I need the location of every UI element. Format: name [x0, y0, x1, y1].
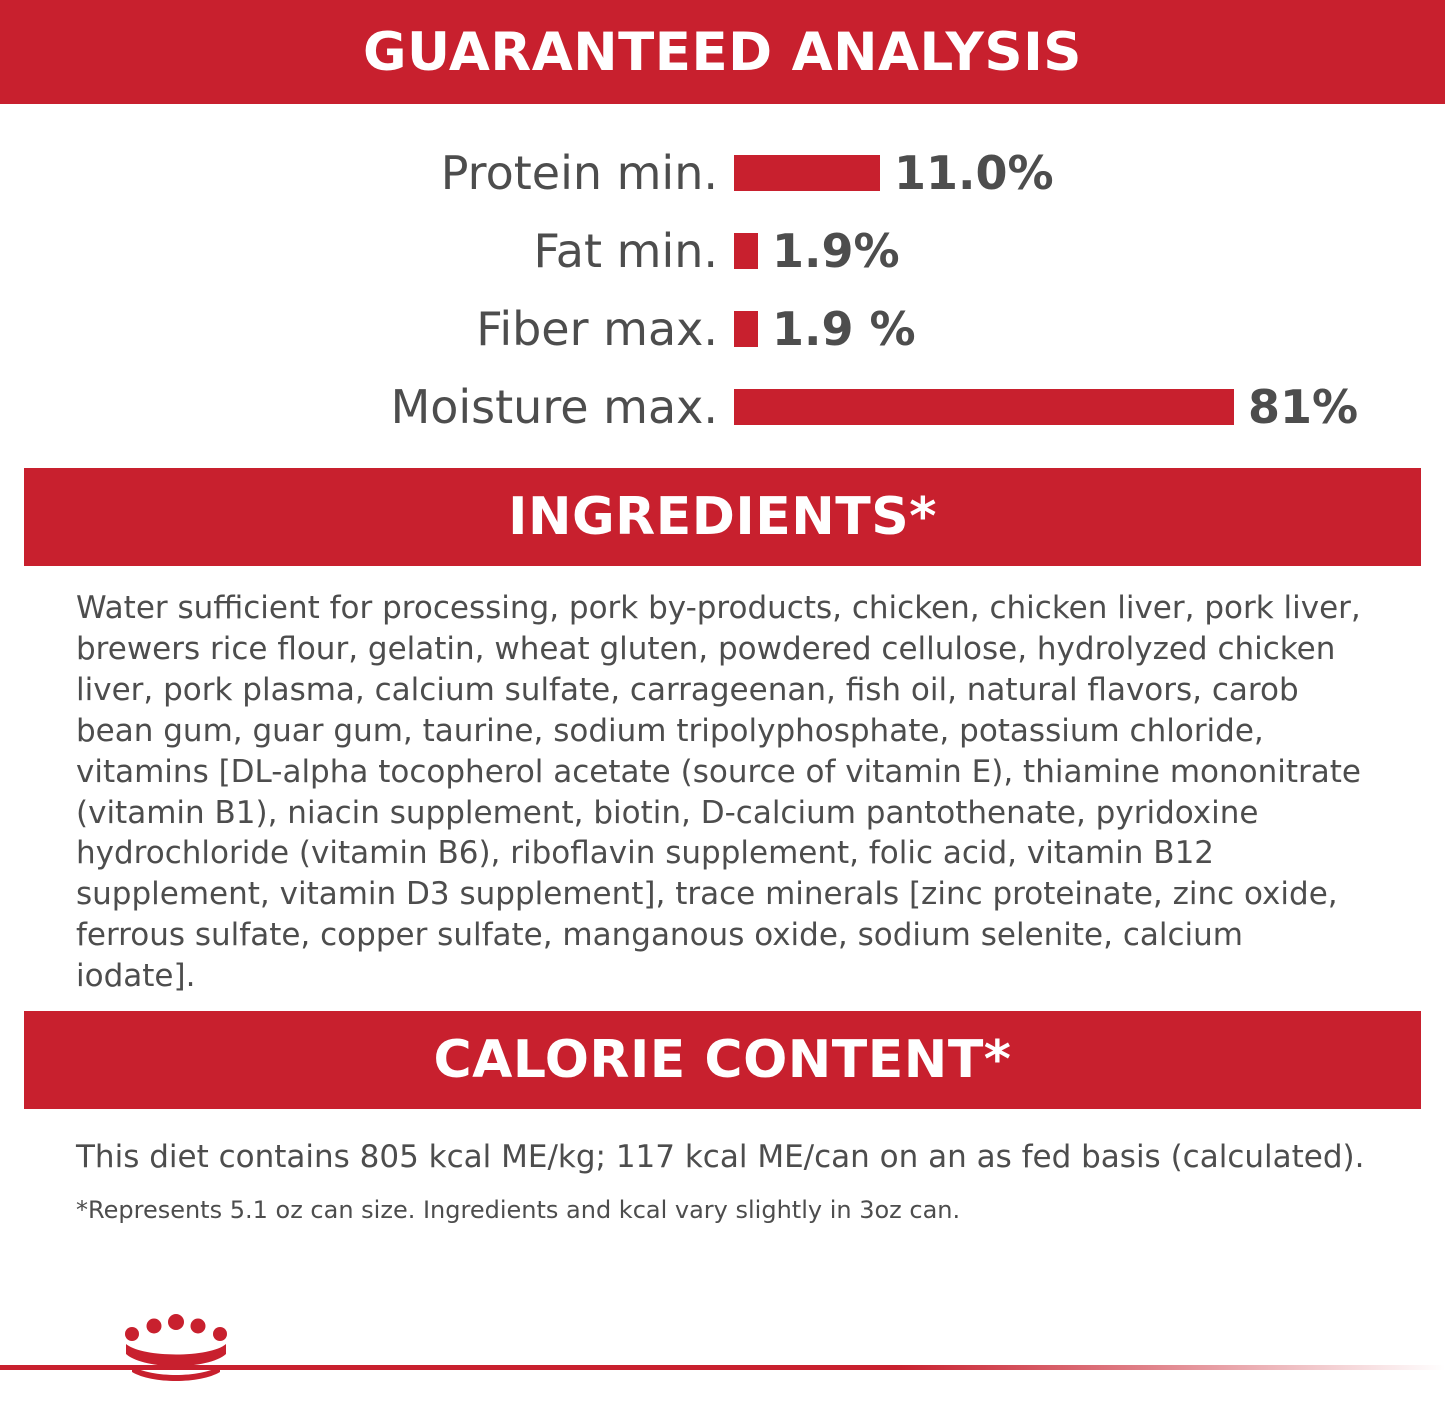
calorie-content-text: This diet contains 805 kcal ME/kg; 117 kcal ME/can on an as fed basis (calculated). — [76, 1139, 1365, 1176]
ga-row-fat — [0, 212, 1445, 290]
ga-label-fat: Fat min. — [533, 224, 718, 278]
section-header-calorie-content — [24, 1011, 1421, 1109]
ga-bar-fiber — [734, 311, 758, 347]
ingredients-text: Water sufficient for processing, pork by-products, chicken, chicken liver, pork liver, brewers rice flour, gelatin, wheat gluten, powdered cellulose, hydrolyzed chicken liver, pork plasma, calcium sulfate, carrageenan, fish oil, natural flavors, carob bean gum, guar gum, taurine, sodium tripolyphosphate, potassium chloride, vitamins [DL-alpha tocopherol acetate (source of vitamin E), thiamine mononitrate (vitamin B1), niacin supplement, biotin, D-calcium pantothenate, pyridoxine hydrochloride (vitamin B6), riboflavin supplement, folic acid, vitamin B12 supplement, vitamin D3 supplement], trace minerals [zinc proteinate, zinc oxide, ferrous sulfate, copper sulfate, manganous oxide, sodium selenite, calcium iodate]. — [76, 590, 1362, 995]
ga-label-protein: Protein min. — [440, 146, 718, 200]
ga-label-fiber: Fiber max. — [476, 302, 718, 356]
royal-canin-crown-icon — [96, 1308, 256, 1392]
guaranteed-analysis-rows — [0, 104, 1445, 468]
ga-value-fat: 1.9% — [772, 224, 900, 278]
ga-value-moisture: 81% — [1248, 380, 1359, 434]
calorie-content-heading: CALORIE CONTENT* — [433, 1030, 1012, 1091]
ga-bar-moisture — [734, 389, 1234, 425]
ingredients-heading: INGREDIENTS* — [508, 487, 937, 547]
footer — [0, 1296, 1445, 1404]
ga-row-fiber — [0, 290, 1445, 368]
ga-row-moisture — [0, 368, 1445, 446]
ga-row-protein — [0, 134, 1445, 212]
ga-bar-fat — [734, 233, 758, 269]
calorie-content-footnote: *Represents 5.1 oz can size. Ingredients and kcal vary slightly in 3oz can. — [76, 1196, 961, 1225]
ga-value-fiber: 1.9 % — [772, 302, 916, 356]
section-header-ingredients — [24, 468, 1421, 566]
ga-label-moisture: Moisture max. — [390, 380, 718, 434]
guaranteed-analysis-heading: GUARANTEED ANALYSIS — [363, 21, 1082, 83]
ga-value-protein: 11.0% — [894, 146, 1054, 200]
ga-bar-protein — [734, 155, 880, 191]
section-header-guaranteed-analysis — [0, 0, 1445, 104]
